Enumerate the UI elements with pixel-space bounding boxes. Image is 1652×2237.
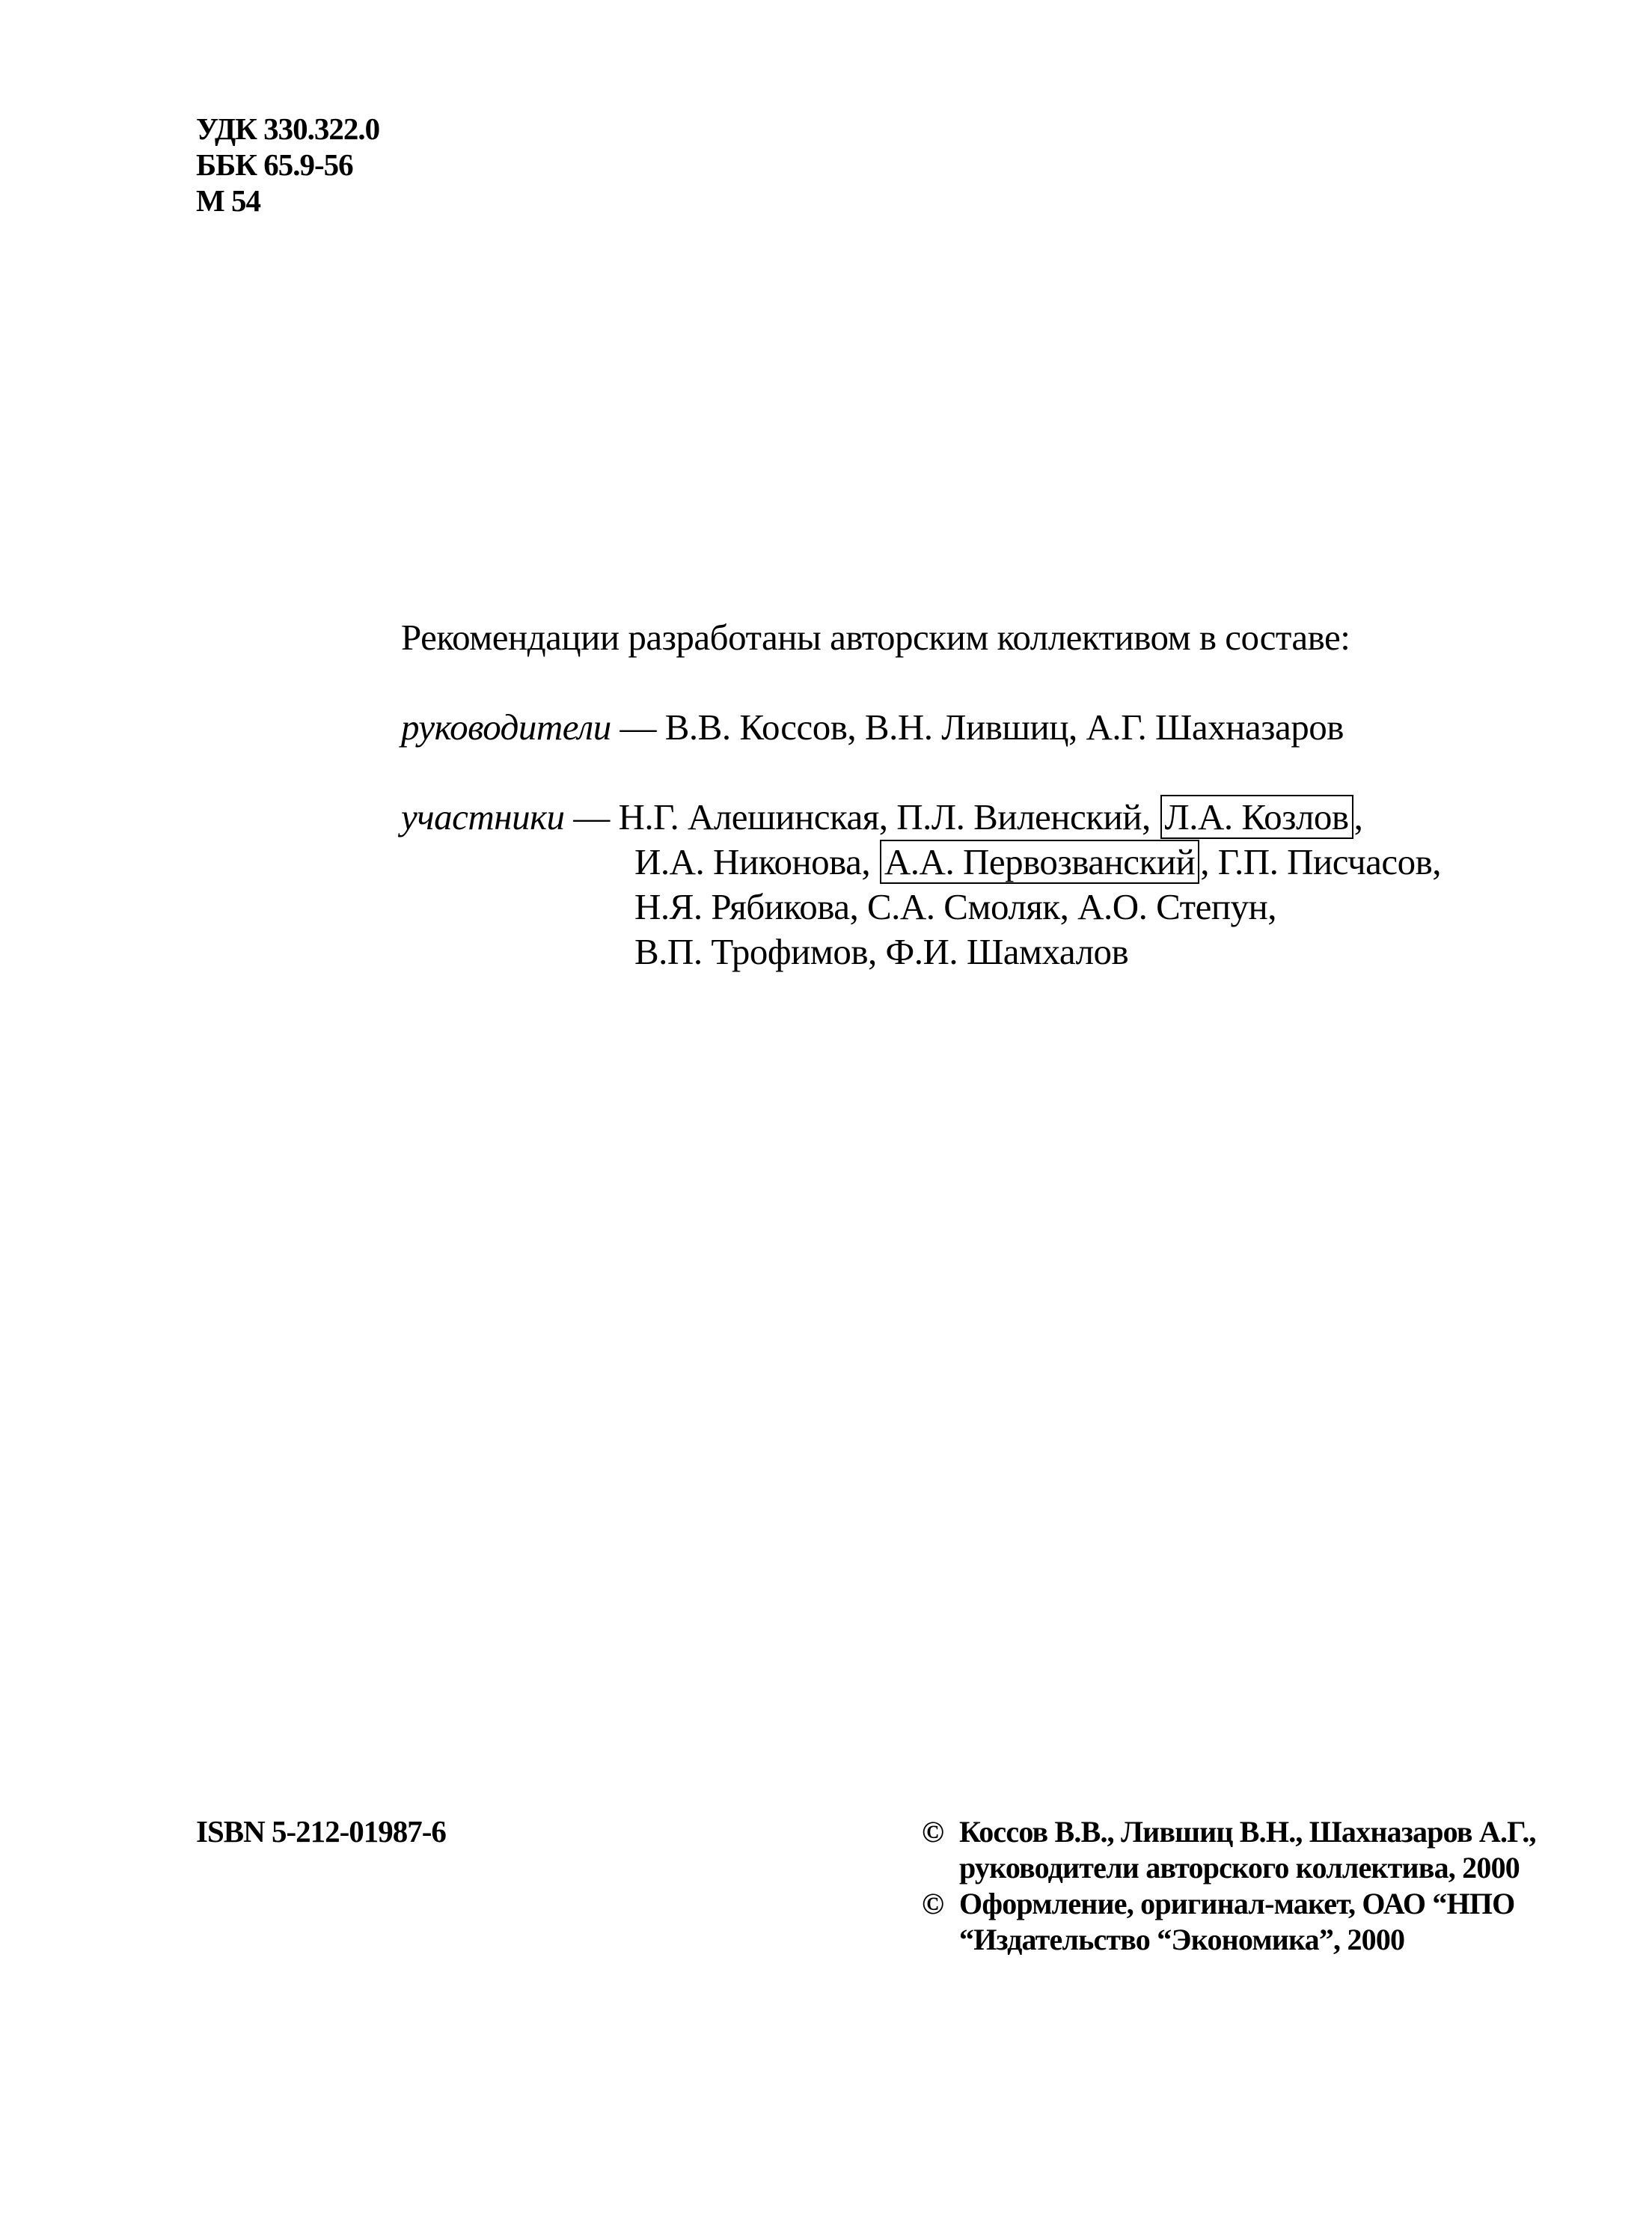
leaders-dash: — — [611, 706, 665, 748]
authors-intro: Рекомендации разработаны авторским коллективом в составе: — [401, 617, 1350, 658]
copyright-design-line-2: “Издательство “Экономика”, 2000 — [959, 1923, 1405, 1956]
isbn: ISBN 5-212-01987-6 — [196, 1814, 446, 1849]
copyright-authors-line-2: руководители авторского коллектива, 2000 — [959, 1851, 1520, 1884]
participants-line-4: В.П. Трофимов, Ф.И. Шамхалов — [634, 931, 1129, 972]
copyright-icon: © — [922, 1887, 944, 1920]
classification-block — [196, 111, 379, 219]
copyright-authors-line-1: Коссов В.В., Лившиц В.Н., Шахназаров А.Г., — [959, 1815, 1536, 1849]
participants-names-2: И.А. Никонова, — [634, 841, 879, 882]
bbk-code: ББК 65.9-56 — [196, 147, 353, 182]
author-mark: М 54 — [196, 183, 260, 218]
participants-names-1-end: , — [1353, 796, 1363, 837]
participants-names-1: Н.Г. Алешинская, П.Л. Виленский, — [618, 796, 1160, 837]
leaders-role: руководители — [401, 706, 611, 748]
udk-code: УДК 330.322.0 — [196, 112, 380, 146]
copyright-design-line-1: Оформление, оригинал-макет, ОАО “НПО — [959, 1887, 1515, 1920]
boxed-name-kozlov: Л.А. Козлов — [1160, 795, 1353, 839]
participants-line-2 — [634, 840, 1441, 885]
leaders-names: В.В. Коссов, В.Н. Лившиц, А.Г. Шахназаров — [664, 706, 1344, 748]
participants-names-2-end: , Г.П. Писчасов, — [1200, 841, 1442, 882]
copyright-item-design — [922, 1886, 1536, 1958]
copyright-item-authors — [922, 1814, 1536, 1886]
participants-dash: — — [564, 796, 619, 837]
participants-line-3: Н.Я. Рябикова, С.А. Смоляк, А.О. Степун, — [634, 886, 1277, 927]
copyright-block — [922, 1814, 1536, 1958]
copyright-icon: © — [922, 1815, 944, 1849]
boxed-name-pervozvansky: А.А. Первозванский — [880, 840, 1199, 884]
participants-role: участники — [401, 796, 565, 837]
participants-line — [401, 795, 1362, 840]
leaders-line — [401, 705, 1344, 750]
